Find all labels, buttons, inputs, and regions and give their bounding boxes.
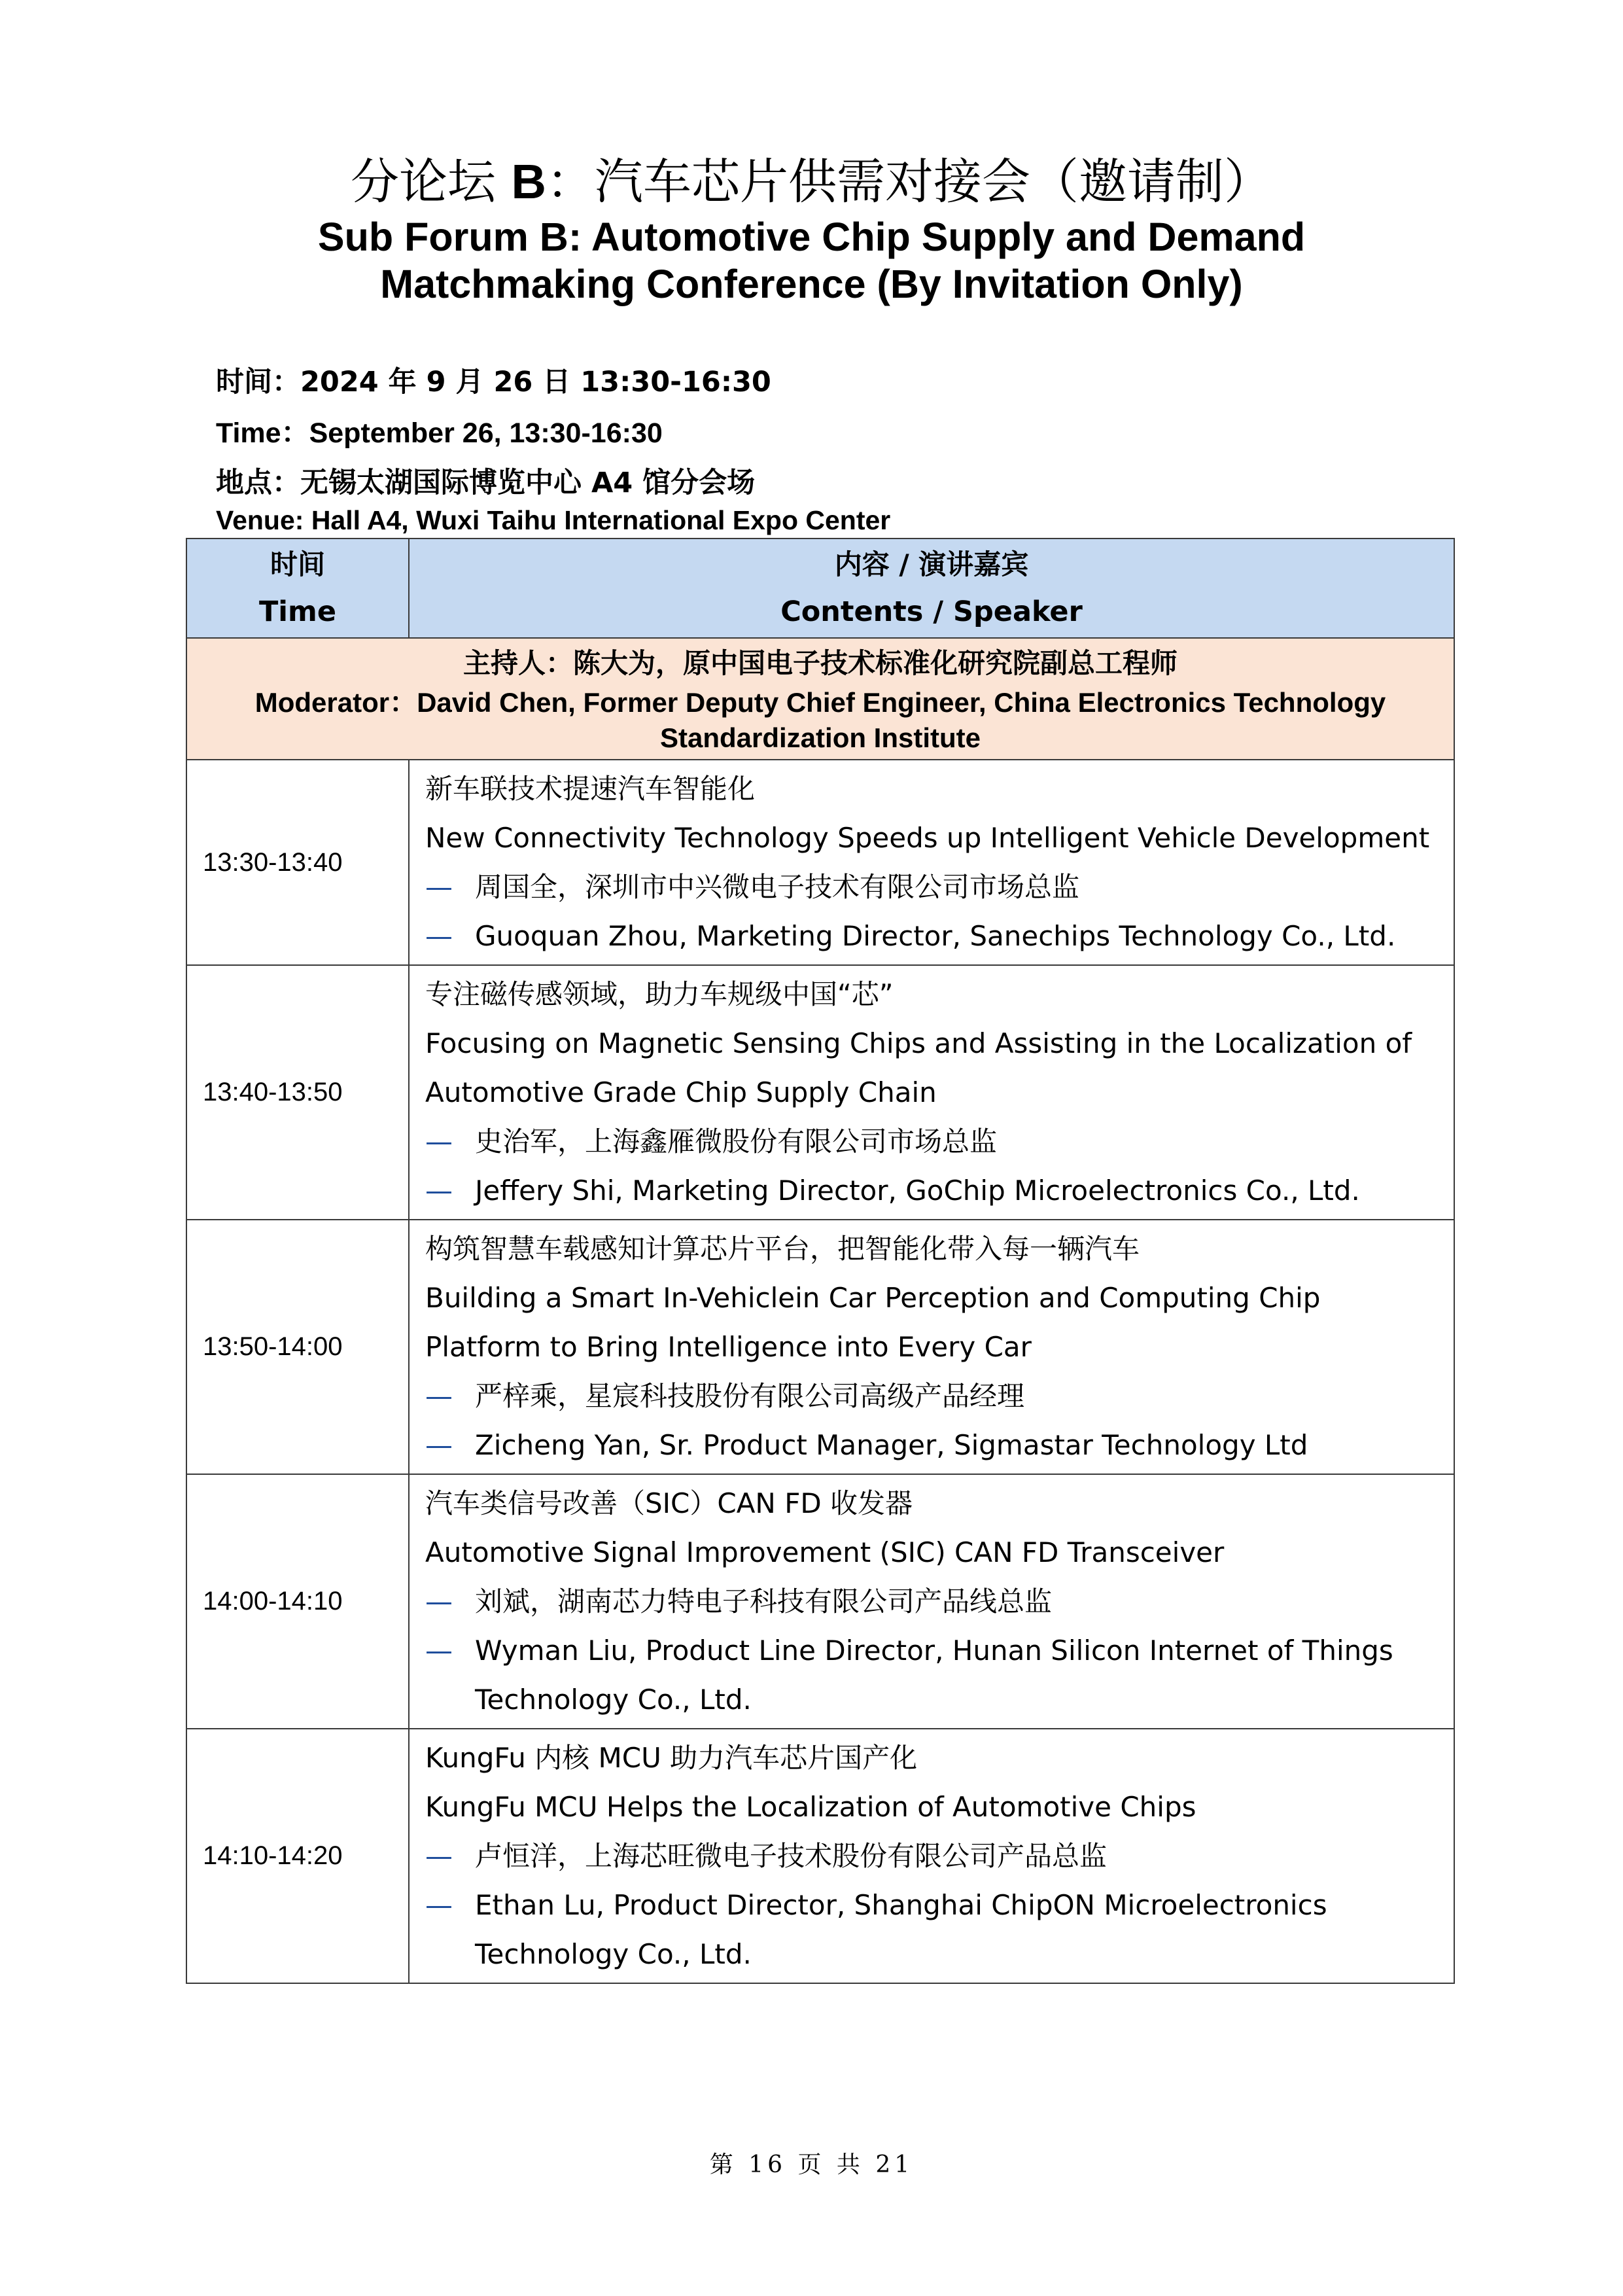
speaker-zh-text: 刘斌，湖南芯力特电子科技有限公司产品线总监: [475, 1585, 1053, 1617]
title-zh-post: ：汽车芯片供需对接会（邀请制）: [546, 154, 1272, 210]
dash-bullet: —: [425, 1380, 453, 1412]
time-en: Time：September 26, 13:30-16:30: [216, 417, 663, 449]
dash-bullet: —: [425, 1889, 453, 1921]
speaker-en-text: Jeffery Shi, Marketing Director, GoChip Microelectronics Co., Ltd.: [475, 1174, 1360, 1207]
speaker-en-text: Zicheng Yan, Sr. Product Manager, Sigmastar Technology Ltd: [475, 1429, 1308, 1461]
speaker-zh: [425, 862, 1440, 911]
topic-zh: 构筑智慧车载感知计算芯片平台，把智能化带入每一辆汽车: [425, 1233, 1140, 1265]
page-title-zh: [0, 149, 1623, 215]
time-cell: 14:00-14:10: [186, 1474, 409, 1729]
speaker-zh: [425, 1117, 1440, 1166]
speaker-zh-text: 严梓乘，星宸科技股份有限公司高级产品经理: [475, 1380, 1025, 1412]
title-zh-pre: 分论坛: [351, 154, 512, 210]
speaker-en-text: Ethan Lu, Product Director, Shanghai ChipON Microelectronics Technology Co., Ltd.: [475, 1889, 1327, 1970]
dash-bullet: —: [425, 1585, 453, 1617]
speaker-en: [425, 1626, 1440, 1724]
dash-bullet: —: [425, 1174, 453, 1207]
header-time-zh: 时间: [270, 548, 325, 580]
speaker-en: [425, 911, 1440, 961]
moderator-en: Moderator：David Chen, Former Deputy Chief Engineer, China Electronics Technology Standardization Institute: [254, 687, 1386, 753]
time-cell: 14:10-14:20: [186, 1729, 409, 1983]
content-cell: [409, 965, 1454, 1220]
title-zh-letter: B: [511, 154, 546, 209]
table-row: [186, 760, 1454, 965]
content-cell: [409, 760, 1454, 965]
time-cell: 13:50-14:00: [186, 1220, 409, 1474]
speaker-zh-text: 周国全，深圳市中兴微电子技术有限公司市场总监: [475, 871, 1080, 903]
speaker-en: [425, 1881, 1440, 1979]
time-zh: 时间：2024 年 9 月 26 日 13:30-16:30: [216, 366, 771, 398]
moderator-cell: [186, 638, 1454, 760]
time-cell: 13:30-13:40: [186, 760, 409, 965]
content-cell: [409, 1729, 1454, 1983]
dash-bullet: —: [425, 871, 453, 903]
header-content-zh: 内容 / 演讲嘉宾: [834, 548, 1029, 580]
speaker-en-text: Guoquan Zhou, Marketing Director, Sanechips Technology Co., Ltd.: [475, 920, 1396, 952]
moderator-row: [186, 638, 1454, 760]
topic-en: Building a Smart In-Vehiclein Car Perception and Computing Chip Platform to Bring Intelligence into Every Car: [425, 1282, 1321, 1363]
table-header-row: [186, 539, 1454, 638]
content-cell: [409, 1474, 1454, 1729]
speaker-zh-text: 史治军，上海鑫雁微股份有限公司市场总监: [475, 1125, 998, 1157]
speaker-zh: [425, 1577, 1440, 1626]
time-cell: 13:40-13:50: [186, 965, 409, 1220]
topic-zh: 新车联技术提速汽车智能化: [425, 773, 756, 805]
speaker-zh: [425, 1371, 1440, 1421]
topic-en: KungFu MCU Helps the Localization of Automotive Chips: [425, 1791, 1196, 1823]
topic-zh: KungFu 内核 MCU 助力汽车芯片国产化: [425, 1742, 918, 1774]
table-row: [186, 1474, 1454, 1729]
speaker-zh-text: 卢恒洋，上海芯旺微电子技术股份有限公司产品总监: [475, 1840, 1108, 1872]
header-time-en: Time: [258, 595, 337, 628]
dash-bullet: —: [425, 920, 453, 952]
topic-zh: 专注磁传感领域，助力车规级中国“芯”: [425, 978, 894, 1010]
dash-bullet: —: [425, 1429, 453, 1461]
header-time-cell: [186, 539, 409, 638]
moderator-zh: 主持人：陈大为，原中国电子技术标准化研究院副总工程师: [462, 647, 1178, 679]
dash-bullet: —: [425, 1840, 453, 1872]
table-row: [186, 1220, 1454, 1474]
dash-bullet: —: [425, 1125, 453, 1157]
schedule-table: [186, 538, 1455, 1984]
content-cell: [409, 1220, 1454, 1474]
title-en-line-1: Sub Forum B: Automotive Chip Supply and Demand: [317, 215, 1306, 259]
speaker-en: [425, 1421, 1440, 1470]
title-en-line-2: Matchmaking Conference (By Invitation Only): [380, 262, 1243, 306]
page-title-en: [0, 213, 1623, 308]
table-row: [186, 965, 1454, 1220]
page-number-footer: 第 16 页 共 21: [709, 2151, 914, 2178]
header-content-en: Contents / Speaker: [780, 595, 1083, 628]
header-content-cell: [409, 539, 1454, 638]
dash-bullet: —: [425, 1634, 453, 1667]
topic-en: Focusing on Magnetic Sensing Chips and Assisting in the Localization of Automotive Grade Chip Supply Chain: [425, 1027, 1412, 1108]
venue-en: Venue: Hall A4, Wuxi Taihu International Expo Center: [216, 505, 891, 535]
topic-en: Automotive Signal Improvement (SIC) CAN FD Transceiver: [425, 1536, 1225, 1568]
topic-zh: 汽车类信号改善（SIC）CAN FD 收发器: [425, 1487, 913, 1519]
speaker-zh: [425, 1831, 1440, 1881]
topic-en: New Connectivity Technology Speeds up Intelligent Vehicle Development: [425, 822, 1430, 854]
speaker-en-text: Wyman Liu, Product Line Director, Hunan Silicon Internet of Things Technology Co., Ltd.: [475, 1634, 1393, 1716]
speaker-en: [425, 1166, 1440, 1215]
table-row: [186, 1729, 1454, 1983]
venue-zh: 地点：无锡太湖国际博览中心 A4 馆分会场: [216, 467, 756, 499]
